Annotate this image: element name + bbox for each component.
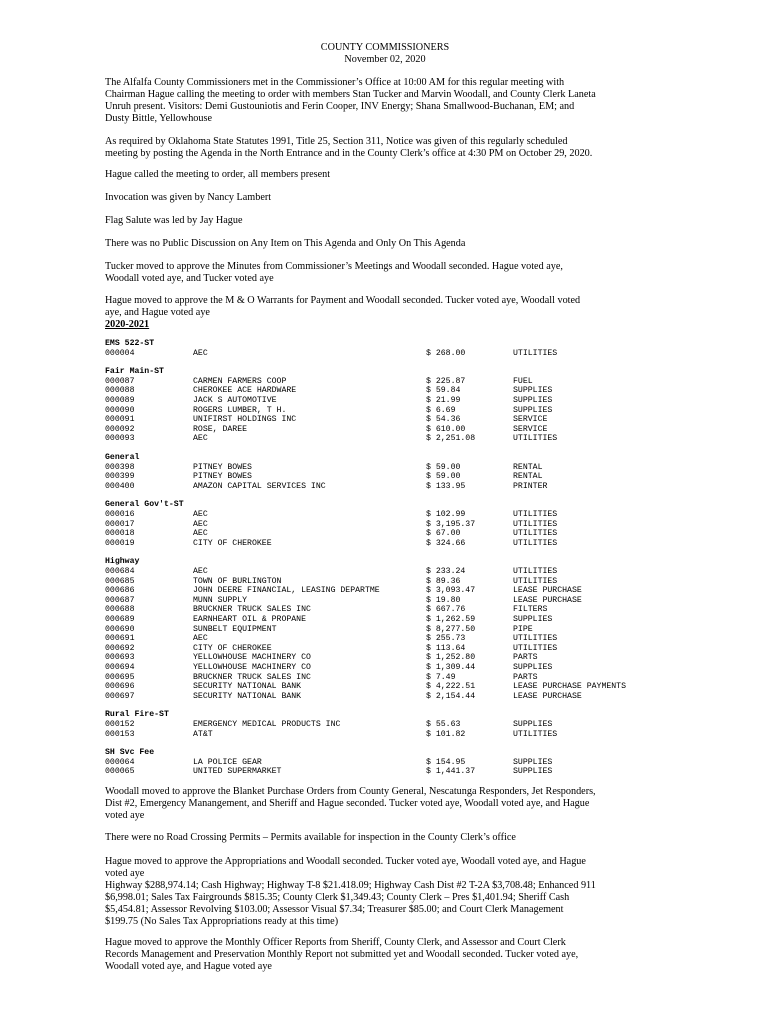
warrant-purpose: RENTAL: [513, 462, 543, 472]
warrant-number: 000087: [105, 376, 135, 386]
warrant-amount: $ 667.76: [426, 605, 466, 615]
warrant-amount: $ 4,222.51: [426, 682, 476, 692]
warrant-purpose: SUPPLIES: [513, 615, 553, 624]
warrant-purpose: UTILITIES: [513, 567, 558, 576]
vendor-name: CITY OF CHEROKEE: [193, 538, 272, 548]
vendor-name: AEC: [193, 567, 208, 576]
warrant-row: [0, 692, 770, 702]
warrant-amount: $ 1,309.44: [426, 663, 476, 672]
warrant-purpose: SUPPLIES: [513, 663, 553, 672]
fund-heading: General Gov't-ST: [105, 500, 184, 510]
warrant-amount: $ 113.64: [426, 643, 466, 653]
vendor-name: UNIFIRST HOLDINGS INC: [193, 415, 297, 425]
intro-paragraph: The Alfalfa County Commissioners met in the Commissioner’s Office at 10:00 AM for this regular meeting with Chairman Hague calling the meeting to order with members Stan Tucker and Marvin Woodall, and County Clerk Laneta Unruh present. Visitors: Demi Gustouniotis and Ferin Cooper, INV Energy; Shana Smallwood-Buchanan, EM; and Dusty Bittle, Yellowhouse: [105, 77, 596, 124]
vendor-name: AT&T: [193, 729, 213, 739]
warrant-row: [0, 567, 770, 577]
warrant-purpose: FUEL: [513, 376, 533, 386]
warrant-number: 000004: [105, 348, 135, 358]
warrant-row: [0, 386, 770, 396]
warrant-purpose: SUPPLIES: [513, 386, 553, 396]
warrant-purpose: SUPPLIES: [513, 767, 553, 777]
warrant-number: 000065: [105, 767, 135, 777]
warrant-amount: $ 2,154.44: [426, 691, 476, 701]
vendor-name: AEC: [193, 434, 208, 444]
warrant-amount: $ 2,251.08: [426, 434, 476, 444]
warrant-number: 000689: [105, 615, 135, 624]
vendor-name: ROGERS LUMBER, T H.: [193, 405, 287, 415]
warrant-amount: $ 1,441.37: [426, 767, 476, 777]
warrant-row: [0, 673, 770, 683]
vendor-name: PITNEY BOWES: [193, 472, 252, 482]
warrant-purpose: LEASE PURCHASE: [513, 691, 582, 701]
vendor-name: AEC: [193, 634, 208, 644]
warrant-amount: $ 19.80: [426, 595, 461, 605]
warrant-row: [0, 663, 770, 673]
vendor-name: SUNBELT EQUIPMENT: [193, 624, 277, 634]
fund-heading: SH Svc Fee: [105, 748, 155, 758]
warrant-number: 000688: [105, 605, 135, 615]
warrant-row: [0, 577, 770, 587]
warrant-row: [0, 425, 770, 435]
warrant-amount: $ 255.73: [426, 634, 466, 644]
fund-heading: Rural Fire-ST: [105, 710, 169, 720]
warrant-purpose: LEASE PURCHASE: [513, 586, 582, 596]
warrant-number: 000018: [105, 529, 135, 539]
warrant-amount: $ 67.00: [426, 529, 461, 539]
warrant-number: 000697: [105, 691, 135, 701]
vendor-name: EARNHEART OIL & PROPANE: [193, 615, 307, 624]
vendor-name: AEC: [193, 510, 208, 519]
warrant-row: [0, 586, 770, 596]
warrant-purpose: SERVICE: [513, 424, 548, 434]
warrant-purpose: RENTAL: [513, 472, 543, 482]
warrant-number: 000153: [105, 729, 135, 739]
warrant-number: 000091: [105, 415, 135, 425]
warrant-purpose: SUPPLIES: [513, 396, 553, 405]
warrant-number: 000399: [105, 472, 135, 482]
warrant-number: 000691: [105, 634, 135, 644]
vendor-name: YELLOWHOUSE MACHINERY CO: [193, 663, 311, 672]
vendor-name: BRUCKNER TRUCK SALES INC: [193, 672, 311, 682]
warrant-amount: $ 7.49: [426, 672, 456, 682]
vendor-name: AEC: [193, 519, 208, 529]
fund-heading: Highway: [105, 557, 140, 567]
warrant-number: 000152: [105, 720, 135, 729]
warrant-row: [0, 539, 770, 549]
vendor-name: PITNEY BOWES: [193, 462, 252, 472]
warrant-row: [0, 482, 770, 492]
warrant-row: [0, 605, 770, 615]
warrant-purpose: UTILITIES: [513, 510, 558, 519]
vendor-name: AMAZON CAPITAL SERVICES INC: [193, 481, 326, 491]
warrant-amount: $ 1,252.80: [426, 653, 476, 663]
warrant-row: [0, 653, 770, 663]
vendor-name: CHEROKEE ACE HARDWARE: [193, 386, 297, 396]
warrant-amount: $ 233.24: [426, 567, 466, 576]
call-to-order-paragraph: Hague called the meeting to order, all members present: [105, 169, 331, 180]
invocation-paragraph: Invocation was given by Nancy Lambert: [105, 192, 272, 203]
warrant-number: 000090: [105, 405, 135, 415]
warrant-purpose: FILTERS: [513, 605, 548, 615]
warrant-purpose: UTILITIES: [513, 643, 558, 653]
warrant-row: [0, 377, 770, 387]
warrant-purpose: PIPE: [513, 624, 533, 634]
warrant-purpose: UTILITIES: [513, 519, 558, 529]
warrant-number: 000693: [105, 653, 135, 663]
warrant-number: 000684: [105, 567, 135, 576]
warrant-purpose: UTILITIES: [513, 538, 558, 548]
warrant-purpose: PRINTER: [513, 481, 548, 491]
warrant-purpose: UTILITIES: [513, 348, 558, 358]
warrant-row: [0, 406, 770, 416]
warrant-row: [0, 472, 770, 482]
warrant-number: 000398: [105, 462, 135, 472]
warrant-row: [0, 634, 770, 644]
warrant-purpose: LEASE PURCHASE: [513, 595, 582, 605]
warrant-amount: $ 268.00: [426, 348, 466, 358]
warrant-number: 000016: [105, 510, 135, 519]
appropriations-paragraph: Hague moved to approve the Appropriations and Woodall seconded. Tucker voted aye, Woodall voted aye, and Hague voted aye Highway $288,974.14; Cash Highway; Highway T-8 $21.418.09; Highway Cash Dist #2 T-2A $3,708.48; Enhanced 911 $6,998.01; Sales Tax Fairgrounds $815.35; County Clerk $1,349.43; County Clerk – Pres $1,401.94; Sheriff Cash $5,454.81; Assessor Revolving $103.00; Assessor Visual $7.34; Treasurer $85.00; and Court Clerk Management $199.75 (No Sales Tax Appropriations ready at this time): [105, 856, 596, 927]
notice-paragraph: As required by Oklahoma State Statutes 1991, Title 25, Section 311, Notice was given of this regularly scheduled meeting by posting the Agenda in the North Entrance and in the County Clerk’s office at 4:30 PM on October 29, 2020.: [105, 136, 593, 159]
warrant-number: 000088: [105, 386, 135, 396]
warrant-amount: $ 54.36: [426, 415, 461, 425]
warrant-purpose: SUPPLIES: [513, 757, 553, 767]
warrant-row: [0, 615, 770, 625]
warrant-number: 000695: [105, 672, 135, 682]
warrant-number: 000685: [105, 576, 135, 586]
warrant-amount: $ 610.00: [426, 424, 466, 434]
warrant-amount: $ 154.95: [426, 757, 466, 767]
warrant-row: [0, 415, 770, 425]
warrant-purpose: UTILITIES: [513, 529, 558, 539]
minutes-motion-paragraph: Tucker moved to approve the Minutes from Commissioner’s Meetings and Woodall seconded. Hague voted aye, Woodall voted aye, and Tucker voted aye: [105, 261, 563, 284]
document-title: COUNTY COMMISSIONERS: [320, 42, 450, 53]
warrant-row: [0, 730, 770, 740]
warrant-row: [0, 625, 770, 635]
warrant-purpose: UTILITIES: [513, 729, 558, 739]
warrant-amount: $ 21.99: [426, 396, 461, 405]
vendor-name: TOWN OF BURLINGTON: [193, 576, 282, 586]
warrant-amount: $ 55.63: [426, 720, 461, 729]
warrant-row: [0, 596, 770, 606]
warrant-purpose: UTILITIES: [513, 634, 558, 644]
warrant-purpose: LEASE PURCHASE PAYMENTS: [513, 682, 627, 692]
vendor-name: AEC: [193, 348, 208, 358]
warrant-row: [0, 644, 770, 654]
warrant-row: [0, 510, 770, 520]
warrant-number: 000694: [105, 663, 135, 672]
vendor-name: ROSE, DAREE: [193, 424, 248, 434]
warrant-number: 000093: [105, 434, 135, 444]
vendor-name: YELLOWHOUSE MACHINERY CO: [193, 653, 311, 663]
fund-heading: Fair Main-ST: [105, 367, 164, 377]
warrant-number: 000692: [105, 643, 135, 653]
warrant-number: 000092: [105, 424, 135, 434]
vendor-name: CITY OF CHEROKEE: [193, 643, 272, 653]
warrant-amount: $ 3,093.47: [426, 586, 476, 596]
officer-reports-paragraph: Hague moved to approve the Monthly Officer Reports from Sheriff, County Clerk, and Assessor and Court Clerk Records Management and Preservation Monthly Report not submitted yet and Woodall seconded. Tucker voted aye, Woodall voted aye, and Hague voted aye: [105, 937, 579, 972]
warrant-amount: $ 59.00: [426, 472, 461, 482]
warrant-amount: $ 3,195.37: [426, 519, 476, 529]
fund-heading: General: [105, 453, 140, 462]
warrant-number: 000687: [105, 595, 135, 605]
vendor-name: CARMEN FARMERS COOP: [193, 376, 287, 386]
warrant-number: 000686: [105, 586, 135, 596]
warrant-row: [0, 520, 770, 530]
warrant-row: [0, 758, 770, 768]
vendor-name: EMERGENCY MEDICAL PRODUCTS INC: [193, 720, 341, 729]
warrant-row: [0, 349, 770, 359]
vendor-name: LA POLICE GEAR: [193, 757, 262, 767]
warrant-amount: $ 59.00: [426, 462, 461, 472]
warrant-number: 000019: [105, 538, 135, 548]
vendor-name: AEC: [193, 529, 208, 539]
public-discussion-paragraph: There was no Public Discussion on Any Item on This Agenda and Only On This Agenda: [105, 238, 466, 249]
warrant-purpose: UTILITIES: [513, 434, 558, 444]
warrant-row: [0, 720, 770, 730]
warrant-number: 000690: [105, 624, 135, 634]
warrant-number: 000696: [105, 682, 135, 692]
warrant-amount: $ 59.84: [426, 386, 461, 396]
warrant-amount: $ 6.69: [426, 405, 456, 415]
vendor-name: SECURITY NATIONAL BANK: [193, 691, 302, 701]
warrant-purpose: SUPPLIES: [513, 720, 553, 729]
warrant-amount: $ 8,277.50: [426, 624, 476, 634]
vendor-name: JACK S AUTOMOTIVE: [193, 396, 277, 405]
warrant-amount: $ 102.99: [426, 510, 466, 519]
warrant-row: [0, 529, 770, 539]
warrant-row: [0, 767, 770, 777]
warrant-number: 000089: [105, 396, 135, 405]
warrant-number: 000400: [105, 481, 135, 491]
warrant-amount: $ 324.66: [426, 538, 466, 548]
warrant-number: 000064: [105, 757, 135, 767]
warrant-row: [0, 682, 770, 692]
warrant-row: [0, 396, 770, 406]
warrant-row: [0, 434, 770, 444]
warrant-row: [0, 463, 770, 473]
warrant-amount: $ 225.87: [426, 376, 466, 386]
meeting-date: November 02, 2020: [344, 54, 426, 65]
warrants-motion-paragraph: Hague moved to approve the M & O Warrants for Payment and Woodall seconded. Tucker voted aye, Woodall voted aye, and Hague voted aye: [105, 295, 581, 318]
road-crossing-paragraph: There were no Road Crossing Permits – Permits available for inspection in the County Clerk’s office: [105, 832, 516, 843]
warrant-purpose: PARTS: [513, 653, 538, 663]
warrant-amount: $ 1,262.59: [426, 615, 476, 624]
vendor-name: JOHN DEERE FINANCIAL, LEASING DEPARTME: [193, 586, 380, 596]
warrant-amount: $ 89.36: [426, 576, 461, 586]
warrant-purpose: SERVICE: [513, 415, 548, 425]
warrant-purpose: SUPPLIES: [513, 405, 553, 415]
fiscal-year-heading: 2020-2021: [105, 319, 150, 330]
vendor-name: BRUCKNER TRUCK SALES INC: [193, 605, 311, 615]
vendor-name: SECURITY NATIONAL BANK: [193, 682, 302, 692]
fund-heading: EMS 522-ST: [105, 339, 155, 348]
vendor-name: MUNN SUPPLY: [193, 595, 248, 605]
warrant-amount: $ 133.95: [426, 481, 466, 491]
flag-salute-paragraph: Flag Salute was led by Jay Hague: [105, 215, 243, 226]
warrant-number: 000017: [105, 519, 135, 529]
warrant-purpose: UTILITIES: [513, 576, 558, 586]
vendor-name: UNITED SUPERMARKET: [193, 767, 282, 777]
blanket-po-paragraph: Woodall moved to approve the Blanket Purchase Orders from County General, Nescatunga Responders, Jet Responders, Dist #2, Emergency Manangement, and Sheriff and Hague seconded. Tucker voted aye, Woodall voted aye, and Hague voted aye: [105, 786, 596, 821]
warrant-purpose: PARTS: [513, 672, 538, 682]
warrant-amount: $ 101.82: [426, 729, 466, 739]
